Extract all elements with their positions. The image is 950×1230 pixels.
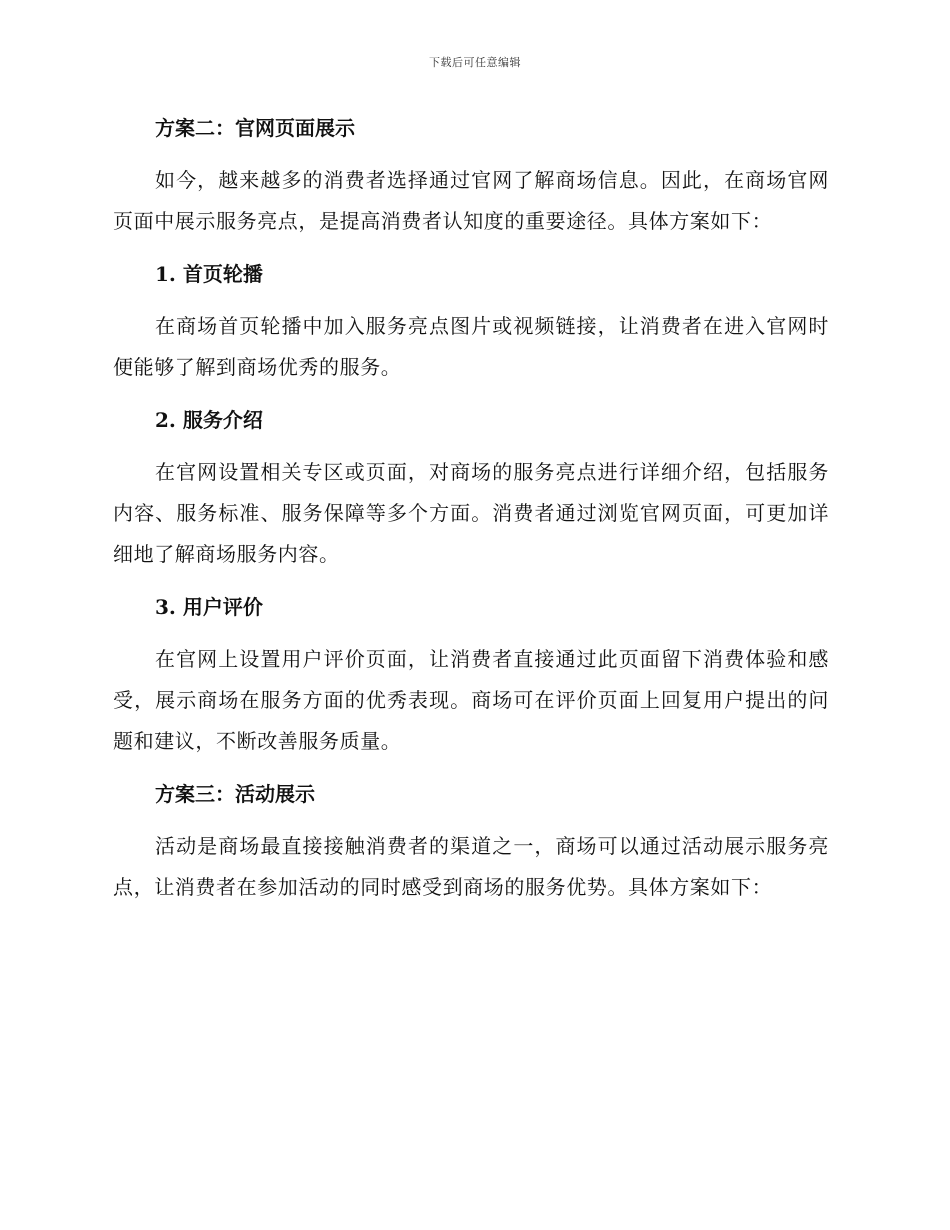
- section-heading-plan-three: 方案三：活动展示: [155, 782, 315, 806]
- header-note: 下载后可任意编辑: [429, 56, 521, 69]
- paragraph-service-intro: 在官网设置相关专区或页面，对商场的服务亮点进行详细介绍，包括服务内容、服务标准、服务保障等多个方面。消费者通过浏览官网页面，可更加详细地了解商场服务内容。: [113, 460, 829, 566]
- section-heading-plan-two: 方案二：官网页面展示: [155, 116, 355, 140]
- paragraph-plan-two-intro: 如今，越来越多的消费者选择通过官网了解商场信息。因此，在商场官网页面中展示服务亮点，是提高消费者认知度的重要途径。具体方案如下：: [113, 168, 829, 233]
- subheading-user-reviews: 3. 用户评价: [155, 595, 263, 619]
- subheading-homepage-carousel: 1. 首页轮播: [155, 262, 263, 286]
- paragraph-user-reviews: 在官网上设置用户评价页面，让消费者直接通过此页面留下消费体验和感受，展示商场在服务方面的优秀表现。商场可在评价页面上回复用户提出的问题和建议，不断改善服务质量。: [113, 647, 829, 753]
- subheading-service-intro: 2. 服务介绍: [155, 408, 263, 432]
- paragraph-plan-three-intro: 活动是商场最直接接触消费者的渠道之一，商场可以通过活动展示服务亮点，让消费者在参加活动的同时感受到商场的服务优势。具体方案如下：: [113, 834, 829, 899]
- document-body: [113, 108, 829, 908]
- paragraph-homepage-carousel: 在商场首页轮播中加入服务亮点图片或视频链接，让消费者在进入官网时便能够了解到商场优秀的服务。: [113, 314, 829, 379]
